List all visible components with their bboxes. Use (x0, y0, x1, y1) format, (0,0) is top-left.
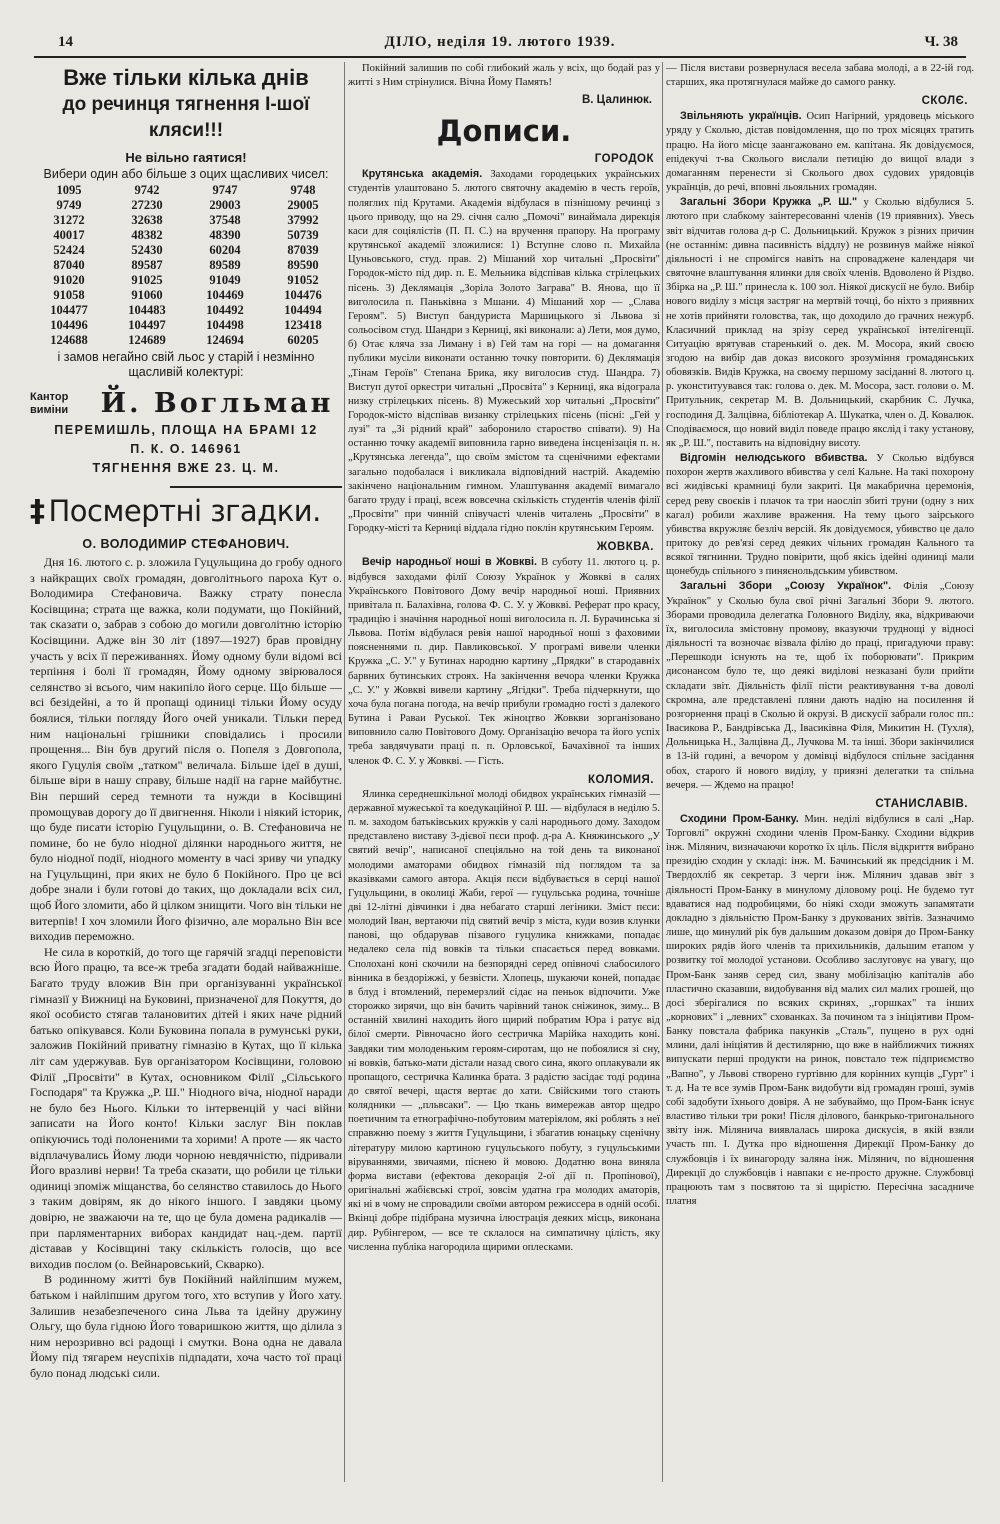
lucky-number: 91025 (131, 273, 163, 287)
lucky-number: 9748 (290, 183, 316, 197)
lucky-numbers-table (30, 183, 342, 348)
draw-date: ТЯГНЕННЯ ВЖЕ 23. Ц. М. (92, 461, 280, 475)
number-row (30, 288, 342, 303)
column-1 (30, 62, 342, 1492)
page-header (34, 34, 966, 54)
number-row (30, 213, 342, 228)
header-rule (34, 56, 966, 58)
vendor-label: Кантор виміни (30, 390, 69, 416)
lucky-number: 91060 (131, 288, 163, 302)
lucky-number: 124694 (206, 333, 244, 347)
masthead: ДІЛО, неділя 19. лютого 1939. (384, 34, 616, 50)
report-body: Вечір народньої ноші в Жовкві. В суботу 11. лютого ц. р. відбувся заходами філії Союзу Українок у Жовкві в салях Українського Повітового Дому вечір народньої ноші. Приявних привітала п. Балахівна, голова Ф. С. У. у Жовкві. Реферат про красу, традицію і значіння народньої ноші виголосила п. Л. Бурачинська зі Львова. Потім відбулася ревія нашої народньої ноші з фаховими поясненнями п. дир. Павликовської. У програмі вивели членки Кружка „С. У." у Бутинах народню картину „Прядки" в стародавніх барвних бутинських строях. На закінчення вечора членки Кружка „С. У." у Жовкві вивели картину „Ягідки". Треба підчеркнути, що хоча була погана погода, на вечір прибули громадно гості з далекого Бутина і Раваи Руської. Тек жіноцтво Жовкви зорганізовано виповнило салю Повітового Дому. Організацію вечора та його успіх треба завдячувати праці п. п. Орловської, Бачахівної та інших членок Ф. С. У. у Жовкві. — Гість. (348, 556, 660, 767)
lucky-number: 123418 (284, 318, 322, 332)
report-location: ГОРОДОК (594, 153, 654, 166)
paragraph: Дня 16. лютого с. р. зложила Гуцульщина до гробу одного з найкращих своїх громадян, довголітнього пароха Кут о. Володимира Стефановича. Важку страту понесла Косівщина; страта ще важка, коли подумати, що Покійний, так сказати о, забрав з собою до могили довголітню історію Косівщини. Адже він 30 літ (1897—1927) брав провідну участь у всіх її переживаннях. Йому одному були відомі всі терпіння і болі її громадян, Йому одному звірювалося селянство зі всього, чим накипіло його серце. Що більше — всі безідейні, а то й пропащі одиниці тільки Йому осуду боялися, тільки погляду Його очей уникали. Тільки перед ним національні грішники сповідались і просили прощення... Він був другий після о. Попеля з Довгопола, якого Гуцулія своїм „татком" величала. Більше ідеї в душі, більше віри в нашу справу, більше надії на гарне майбутнє. Він перший серед темноти та нужди в Косівщині промощував дорогу до її двигнення. Ніколи і ніякий історик, що буде писати історію Гуцульщини, о. В. Стефановича не помине, бо не було ніодної ділянки народнього життя, не було ніодної події, ніодного моменту в часі зриву чи упадку на Гуцульщині, при яких не було б Покійного. Про це всі добре знали і були готові до таких, що докладали всіх сил, щоб Його зломити, або й цілком знищити. Чого він тільки не витерпів! І хоч зломили Його фізично, але морально Він все виходив переможно. (30, 555, 342, 944)
report-body: Звільняють українців. Осип Нагірний, урядовець міського уряду у Сколью, дістав повідомлення, що по трох місяцях тратить працю. На його місце заангажовано ем. капітана. Як довідуємося, епідекучі т-ва Сколього вислали петицію до вищої влади з домаганням перенести зі Сколього двох судових урядовців українців, до речі, вповні льояльних громадян. Загальні Збори Кружка „Р. Ш." у Сколью відбулися 5. лютого при слабкому заінтересованні членів (19 приявних). Увесь звіт відчитав голова д-р С. Дольницький. Кружок з різних причин (не останнім: дивна пасивність віддлу) не розвинув майже ніякої діяльності і не спромігся навіть на спроваджене календаря чи святочне влаштування ялинки для своїх членів. Вдоволено й Різдво. Збірка на „Р. Ш." принесла к. 100 зол. Ніякої дискусії не було. Вибір нового виділу з місця застряг на мертвій точці, бо ніхто з приявних не хотів прийняти головства, так, що доходило до грачних нежурб. Класичний приклад на зрізу серед української інтелігенції. Ситуацію врятував старенький о. дек. М. Мосора, який своєю згодою на вибір дав доказ високого зрозуміння громадянських обовязків. Видів Кружка, на своєму першому засіданні 8. лютого ц. р. уконституувався так: голова о. дек. М. Мосора, заст. голови о. М. Притульник, секретар М. В. Дольницький, скарбник С. Лучка, господиня Д. Залцівна, бібліотекар А. Шукатка, член о. Д. Ковалюк. Сподіваємося, що новий виділ поведе працю якслід і таку установу, як „Р. Ш.", поставить на відповідну висоту. Відгомін нелюдського вбивства. У Сколью відбувся похорон жертв жахливого вбивства у селі Кальне. На такі похорону всі жидівські крамниці були закриті. Ця макабрична церемонія, серед реву своєків і плачок та три наосліп збиті труни (одну з них кагал) робили жахливе враження. На тему цього заірського убивства вкружляє безліч версій. Як довідуємося, убивство це дало притоку до рев'язі серед деяких чільних громадян Кального та всякої тягнинни. Трудно повірити, щоб якісь ідейні одиниці мали щонебудь спільного з пиняєнольдським убивством. Загальні Збори „Союзу Українок". Філія „Союзу Українок" у Сколью була свої річні Загальні Збори 9. лютого. Зборами проводила делегатка Головного Виділу, яка, відкриваючи їх, виголосила змістовну промову, вказуючи труднощі у відносі діяльності та возночає візвала філію до праці, пригадуючи праву: „Перешкоди існують на те, щоб їх поборювати". Прикрим дисонансом було те, що деякі виділові незказані були прийти складати звіт. Діяльність філії пісти реактивування т-ва доволі скромна, але представлені пляни дають надію на посилення й розгорнення праці в Сколью й окрузі. В дискусії забрали голос пп.: Івасикова Р., Бандрівська Д., Івасиківна Філя, Микитин Н. (Тухля), Дольницька Н., Залцівна Д., Лучкова М. та інші. Збори закінчилися в 13-ій годині, а вечором у домівці відбулося спільне засідання обох, старого й нового виділу, у приязні делегатки та спільна вечеря. — Ждемо на працю! (666, 110, 974, 791)
obituary-signature: В. Цалинюк. (581, 94, 652, 107)
report-body: Ялинка середнешкільної молоді обидвох українських гімназій — державної мужеської та коедукаційної Р. Ш. — відбулася в неділю 5. п. м. заходом батьківських кружків у салі народнього дому. Заходом представлено виставу 3-дієвої пєси проф. д-ра А. Княжинського „У святий вечір", написаної спеціяльно на той день та виконаної молодими аматорами обидвох гімназій під поглядом та за вказівками самого автора. Акція пєси відбувається в серці нашої Гуцульщини, в околиці Жаби, герої — гуцульська родина, точніше дві 12-літні дівчинки і два небагато старші легіники. Зміст пєси: молодий Іван, вертаючи під святий вечір з міста, куди возив клунки панові, що обдарував пізавого гуцулика книжками, попадає недалеко села під вовків та тільки спасається перед вовками. Сполохані коні скочили на безпорядні серед опівночі слабосилого вінника в бездоріжжі, у безвісти. Хлопець, шукаючи коней, попадає в блуд і втомлений, перемерзлий сідає на пеньок відпочити. Уже сторожко зирячи, що він бачить чарівний танок сніжинок, зиму... В останній хвилині находить його щирий побратим Юра і ратує від білої смерти. Рівночасно його сестричка Марійка находить коні. Завдяки тим молоденьким героям-сиротам, що не побоялися зі сну, ні вовків, батько-мати дістали назад свого сина, якого оплакували як пропащого, сестричка Калинка брата. З радістю засідає тоді родина до святої вечері, щастя вертає до хати. Свійскими того стають колядники — „пльвсаки". — Цю ткань вимережав автор щедро поетичним та етнографічно-побутовим матеріялом, які роблять з неї справжню поему з життя Гуцульщини, і збагатив юнацьку сценічну літературу милою картиною гуцульського побуту, з гуцульськими віруваннями, звичаями, піснею й мовою. Додатню вона виняла форма вистави (ефектова декорація 2-ої дії п. Пропінової), оригінальні жабієвські строї, зовсім удатна гра молодих аматорів, які ні в чому не спровадили своїми автором режиссера в одній особі. Вкінці добре підібрана музична ілюстрація деяких місць, виконана дир. Рубінгером, — все те склалося на симпатичну цілість, яку численна публіка нагородила щирими оплесками. (348, 788, 660, 1253)
lucky-number: 9742 (134, 183, 160, 197)
lucky-number: 89587 (131, 258, 163, 272)
lucky-number: 9747 (212, 183, 238, 197)
obituary-section-title: ‡ Посмертні згадки. (30, 494, 321, 529)
lucky-number: 60205 (287, 333, 319, 347)
number-row (30, 303, 342, 318)
section-rule (170, 486, 342, 488)
lucky-number: 91052 (287, 273, 319, 287)
lucky-number: 40017 (53, 228, 85, 242)
lucky-number: 104494 (284, 303, 322, 317)
ad-instruction: Вибери один або більше з оцих щасливих чисел: (43, 167, 329, 181)
obituary-name: О. ВОЛОДИМИР СТЕФАНОВИЧ. (82, 537, 290, 551)
number-row (30, 273, 342, 288)
number-row (30, 183, 342, 198)
vendor-pko: П. К. О. 146961 (130, 442, 242, 456)
lucky-number: 104483 (128, 303, 166, 317)
lucky-number: 60204 (209, 243, 241, 257)
cross-icon: ‡ (30, 494, 45, 529)
number-row (30, 198, 342, 213)
lucky-number: 50739 (287, 228, 319, 242)
lucky-number: 32638 (131, 213, 163, 227)
column-divider (662, 62, 663, 1482)
number-row (30, 333, 342, 348)
vendor-address: ПЕРЕМИШЛЬ, ПЛОЩА НА БРАМІ 12 (54, 423, 318, 437)
number-row (30, 243, 342, 258)
lucky-number: 9749 (56, 198, 82, 212)
lucky-number: 104476 (284, 288, 322, 302)
reports-section-title: Дописи. (436, 114, 572, 149)
ad-warning: Не вільно гаятися! (125, 150, 247, 165)
lucky-number: 27230 (131, 198, 163, 212)
lottery-ad (30, 64, 342, 476)
lucky-number: 87039 (287, 243, 319, 257)
lucky-number: 52430 (131, 243, 163, 257)
ad-order-text: і замов негайно свій льос у старій і незмінно щасливій колектурі: (57, 350, 315, 379)
report-lead: Вечір народньої ноші в Жовкві. (362, 556, 538, 569)
lucky-number: 104469 (206, 288, 244, 302)
number-row (30, 318, 342, 333)
lucky-number: 89590 (287, 258, 319, 272)
report-lead: Крутянська академія. (362, 168, 483, 181)
lucky-number: 37548 (209, 213, 241, 227)
number-row (30, 258, 342, 273)
lucky-number: 29005 (287, 198, 319, 212)
lucky-number: 124689 (128, 333, 166, 347)
lucky-number: 87040 (53, 258, 85, 272)
lucky-number: 91058 (53, 288, 85, 302)
ad-headline: Вже тільки кілька днів (63, 65, 309, 90)
lucky-number: 48390 (209, 228, 241, 242)
vendor-name: Й. Вогльман (100, 388, 334, 419)
report-location: ЖОВКВА. (596, 541, 654, 554)
lucky-number: 91020 (53, 273, 85, 287)
lucky-number: 89589 (209, 258, 241, 272)
ad-subheadline: до речинця тягнення І-шої кляси!!! (62, 94, 310, 141)
column-3 (666, 62, 974, 1492)
obituary-text (30, 555, 342, 1381)
report-location: СКОЛЄ. (921, 95, 968, 108)
report-continuation: — Після вистави розвернулася весела забава молоді, а в 22-ій год. старших, яка протягнулася майже до самого ранку. (666, 63, 974, 89)
lucky-number: 37992 (287, 213, 319, 227)
number-row (30, 228, 342, 243)
report-location: СТАНИСЛАВІВ. (875, 797, 968, 810)
lucky-number: 104492 (206, 303, 244, 317)
report-body: Крутянська академія. Заходами городецьких українських студентів улаштовано 5. лютого святочну академію в честь героїв, поляглих під Крутами. Академія відбулася в пізнішому речинці з цього приводу, що на 29. січня салю „Помочі" винаймала дирекція каси для соціялістів (П. П. С.) на вручення прапору. На програму крутянської академії зложилися: 1) Вступне слово п. Михайла Цуньовського, студ. прав. 2) Мішаний хор читальні „Просвіти" Городок-місто під дир. п. Е. Мельника відспівав кілька стрілецьких пісень. 3) Деклямація „Зоріла Золото Заграва" В. Янова, що її виголосила п. Паньківна з Мшани. 4) Мішаний хор — „Слава Героям". 5) Виступ бандуриста Маршицького зі Львова зі сольосівом студ. Шандри з Керниці, які виконали: а) Лети, моя думо, б) Отає кляча зза Лиману і в) Гей там на горі — на домагання публики мусіли виконати останню точку повторити. 6) Деклямація „Тінам Героїв" Степана Брика, яку виголосив студ. Шандра. 7) Виступ дутої оркестри читальні „Просвіта" з Керниці, яка відограла низку стрілецьких пісень. 8) Мужеський хор читальні „Просвіти" Городок-місто відспівав визанку стрілецьких пісень (пісні: „Гей у лузі" та „Зі рідний край" заборонило староство співати). 9) На останню точку академії виповнила гарно виведена інсценізація п. н. „Крутянська легенда", що своїм змістом та сценічними ефектами загально подобалася і викликала відповідний настрій. Академію закінчено національним гимном. Улаштування академії вимагало багато труду і праці, всеж вовсечна скількість студентів членів філії „Просвіти" при чинній співучасті членів читалень „Просвіти" в Городку-місті та Керниці віддала гідно поклін крутянським Героям. (348, 168, 660, 535)
lucky-number: 104497 (128, 318, 166, 332)
lucky-number: 104477 (50, 303, 88, 317)
lucky-number: 91049 (209, 273, 241, 287)
lucky-number: 104496 (50, 318, 88, 332)
ad-vendor (30, 388, 342, 419)
report-location: КОЛОМИЯ. (588, 773, 654, 786)
lucky-number: 52424 (53, 243, 85, 257)
lucky-number: 29003 (209, 198, 241, 212)
lucky-number: 31272 (53, 213, 85, 227)
paragraph: Не сила в короткій, до того ще гарячій згадці переповісти всю Його працю, та все-ж треба згадати бодай найважніше. Багато труду вложив Він при організуванні української гімназії у Вижниці на Буковині, призначеної для Покуття, до якої особисто стягав талановитих дітей і яких наче рідний батько опікувався. Коли Буковина попала в румунські руки, заложив Покійний приватну гімназію в Кутах, що її кілька літ сам удержував. Був організатором Косівщини, головою Філії „Просвіти" в Кутах, основником Філії „Сільського Господаря" та Кружка „Р. Ш." Ніодного віча, ніодної наради не було без Нього. Кільки то інтервенцій у часі війни записати на Його конто! Кільки заслуг Він поклав опікуючись тоді полоненими та хорими! А проте — як часто відплачувались Йому люди чорною невдячністю, підривали Його вразливі нерви! Та треба сказати, що робили це тільки одиниці зпоміж міщанства, бо селянство ставилось до Нього з таким довірям, як до нікого іншого. І завдяки цьому довірю, не зважаючи на те, що це була домена радикалів — при парляментарних виборах кандидат нац.-дем. партії діставав у Косівщині таку скількість голосів, що все виходив послом (о. Вейнаровський, Скварко). (30, 944, 342, 1271)
obituary-closing: Покійний залишив по собі глибокий жаль у всіх, що бодай раз у житті з Ним стрінулися. Вічна Йому Память! (348, 63, 660, 89)
lucky-number: 1095 (56, 183, 82, 197)
lucky-number: 48382 (131, 228, 163, 242)
report-body: Сходини Пром-Банку. Мин. неділі відбулися в салі „Нар. Торговлі" окружні сходини членів Пром-Банку. Сходини відкрив інж. Мілянич, визначаючи коротко їх ціль. Після відкриття вибрано президію сходин у складі: інж. М. Бачинський як предсідник і М. Твердохліб як секретар. З черги інж. Мілянич здавав звіт з діяльності Пром-Банку в минулому діловому році. Не будемо тут вдаватися над подробицями, бо ніякі сходи зможуть запамятати докладно з діяльністю Пром-Банку з друкованих звітів. Зазначимо лише, що минулий рік був дальшим доказом довіря до Пром-Банку широких рядів його членів та прихильників, дальшим етапом у розвитку тої молодої установи. Особливо заслуговує на увагу, що Пром-Банк заняв серед сил, звану мобілізацію капіталів або пластично сказавши, видобування від малих сил малих грошей, що досі зберігалися по всяких скринях, ,,горшках" та інших „корнових" і „левних" схованках. За почином та з ініціятиви Пром-Банку повстала фабрика пакунків „Сталь", пущено в рух одні млини, далі ініціятив й дестилярню, що вже в найближчих тижнях випускати перші продукти на ринок, повстало теж підприємство „Вапно", у Львові створено гуртівню для корінних купців „Гурт" і т. д. На те все зумів Пром-Банк видобути від громадян гроші, зумів собі задобути їхнього довіря. А не забуваймо, що Пром-Банк існує властиво тільки три роки! Після ділового, банкрько-тригонального звіту інж. Мілянича виявлалась широка дискусія, в якій взяли участь пп. І. Дутка про відношення Дирекції Пром-Банку до службовців і їх винагороду заляна інж. Мілянич, по відношення Дирекції до службовців і навпаки є не-просто дружне. Службовці працюють там з посвятою та зі щирістю. Пересічна засадниче платня (666, 812, 974, 1208)
issue-number: Ч. 38 (924, 34, 958, 50)
column-2 (348, 62, 660, 1492)
lucky-number: 104498 (206, 318, 244, 332)
column-divider (344, 62, 345, 1482)
page-number: 14 (58, 34, 73, 50)
paragraph: В родинному житті був Покійний найліпшим мужем, батьком і найліпшим другом того, хто вступив у Його хату. Залишив незабезпеченого сина Льва та ідейну дружину Ольгу, що була гідною Його товаришкою життя, що ділила з ним нерозривно всі радощі і смутки. Вона одна не давала Йому під тягарем неуспіхів підпадати, хоча часто тої праці було понад людські сили. (30, 1272, 342, 1380)
lucky-number: 124688 (50, 333, 88, 347)
